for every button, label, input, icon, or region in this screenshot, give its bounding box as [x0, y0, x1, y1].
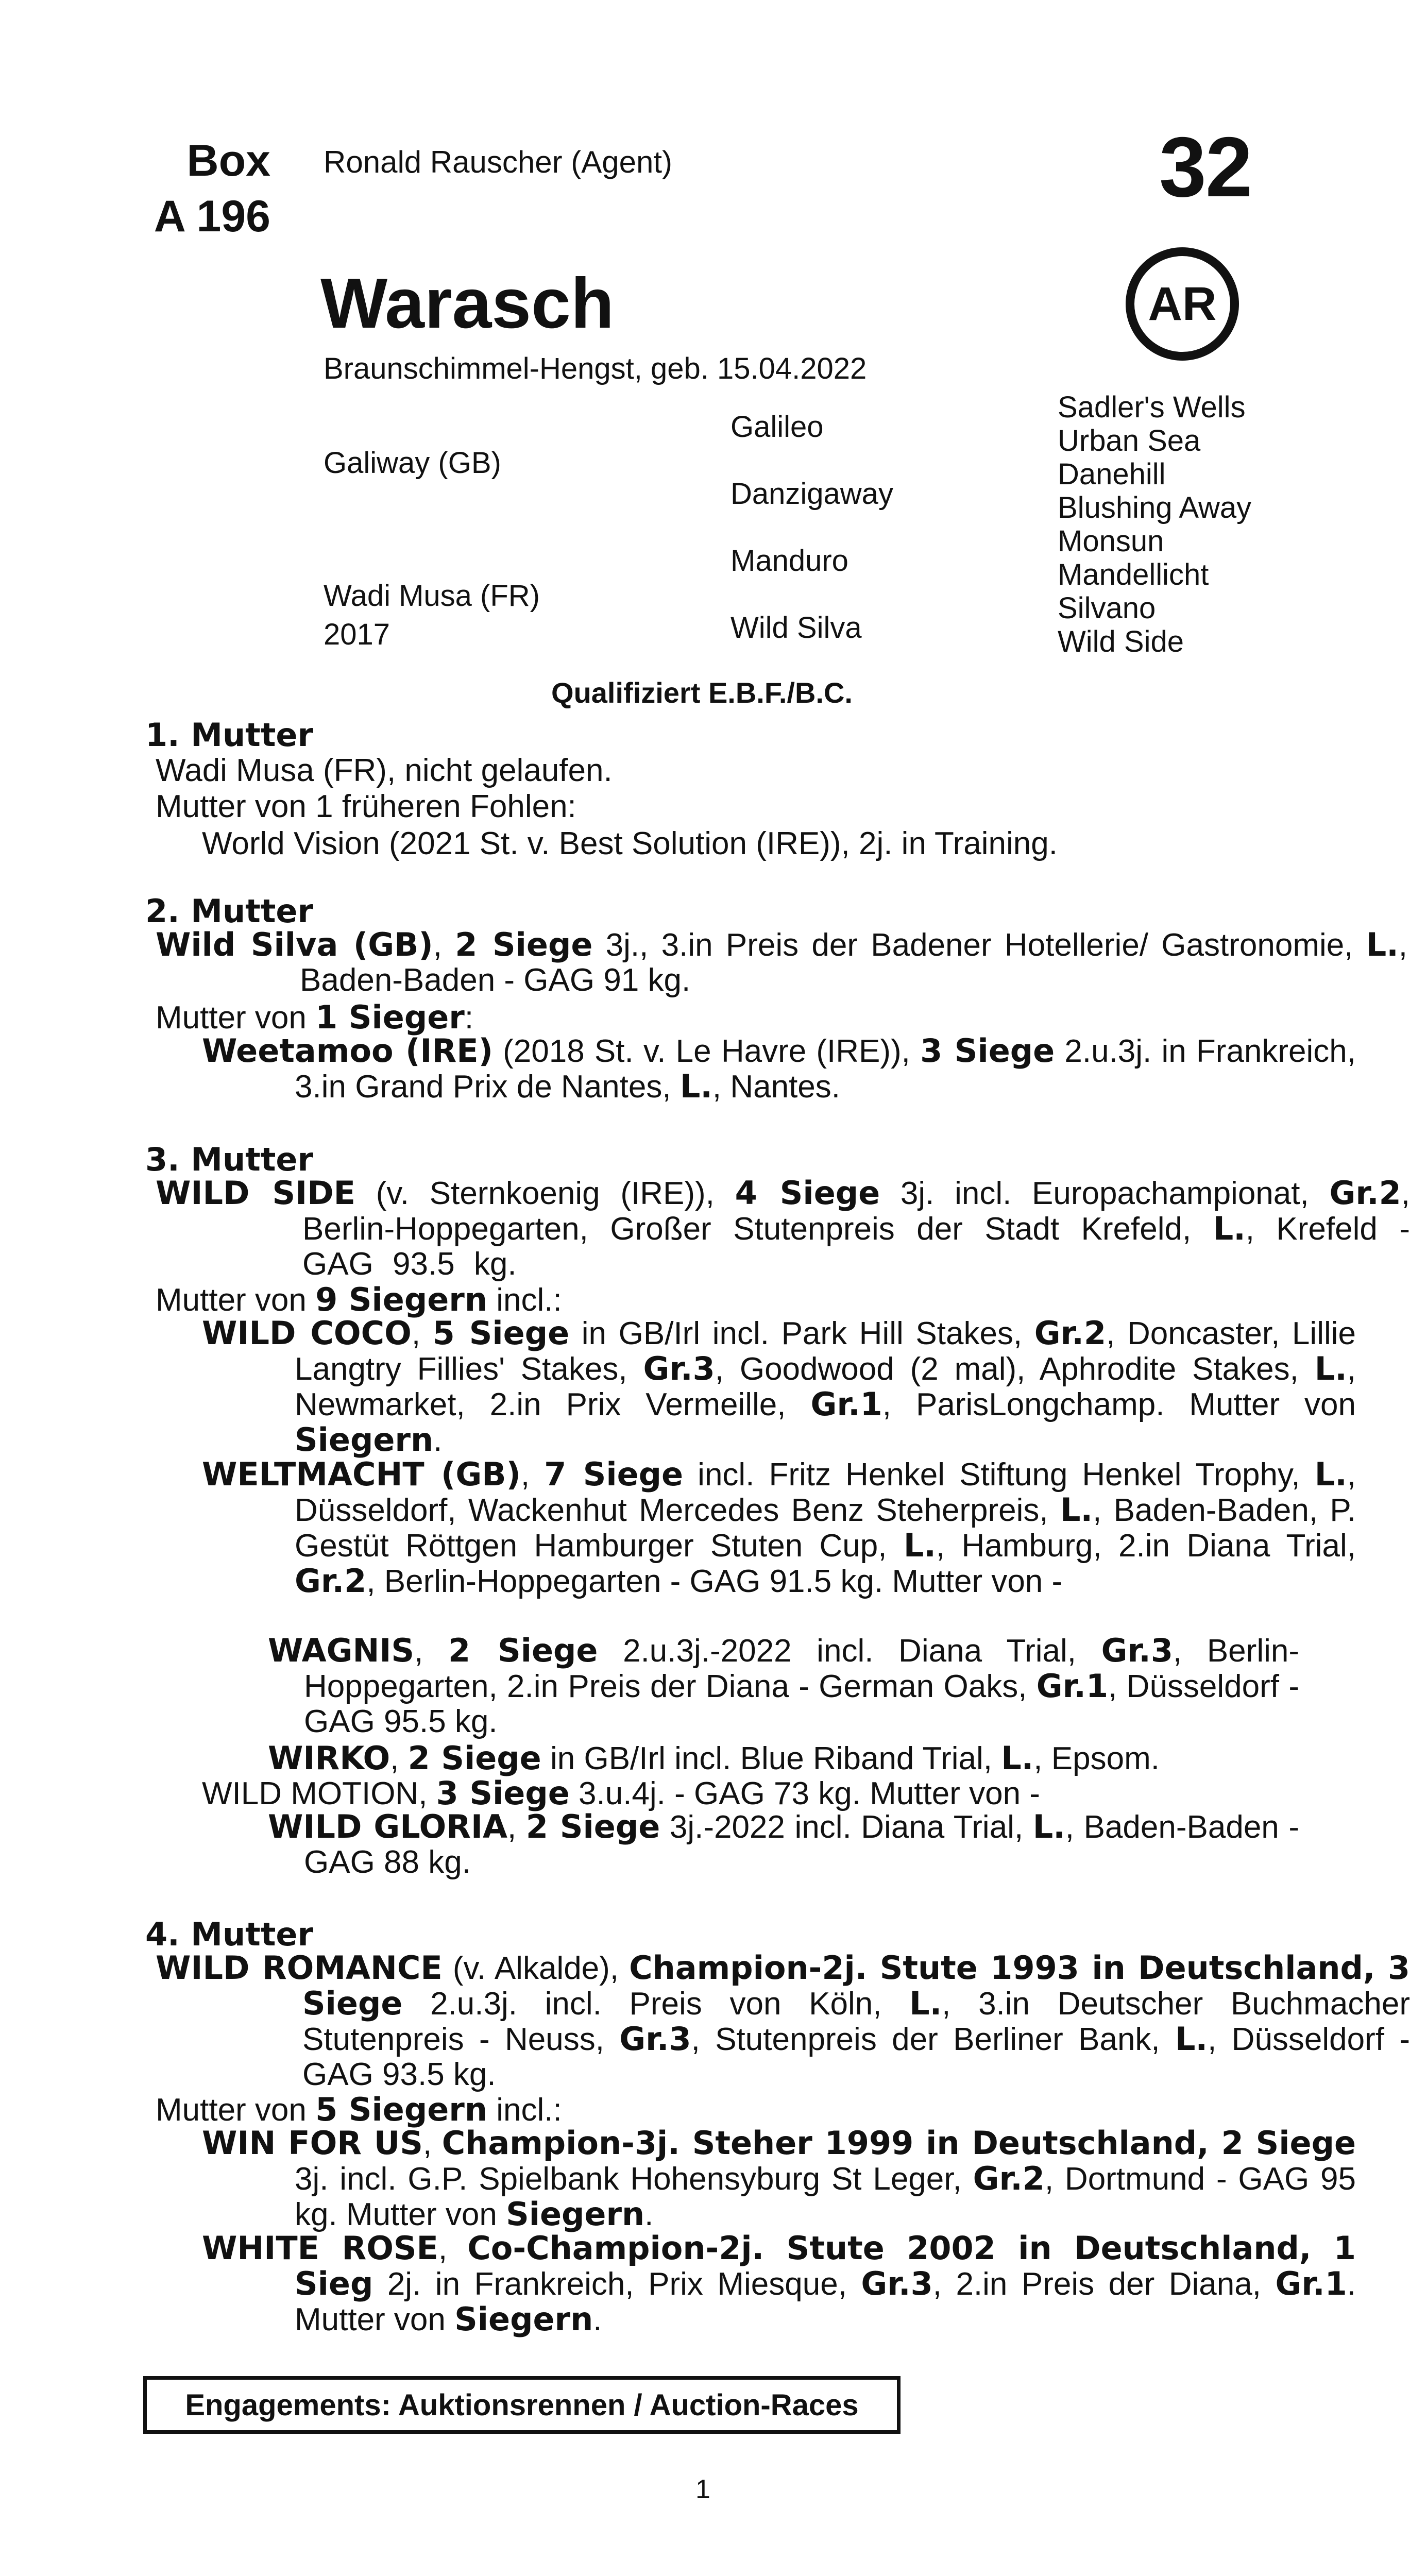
mutter1-line2: Mutter von 1 früheren Fohlen: — [156, 789, 576, 824]
foal-wild-gloria: WILD GLORIA, 2 Siege 3j.-2022 incl. Diana Trial, L., Baden-Baden - GAG 88 kg. — [268, 1808, 1299, 1880]
great-grandparent: Silvano — [1058, 591, 1156, 625]
dam-name: Wild Silva (GB) — [156, 926, 433, 963]
agent-name: Ronald Rauscher (Agent) — [324, 145, 673, 179]
dam-year: 2017 — [324, 618, 390, 651]
great-grandparent: Mandellicht — [1058, 558, 1209, 591]
great-grandparent: Monsun — [1058, 524, 1164, 558]
horse-name: Warasch — [320, 264, 615, 343]
box-label: Box — [186, 136, 270, 185]
foal-wild-motion: WILD MOTION, 3 Siege 3.u.4j. - GAG 73 kg. Mutter von - — [202, 1774, 1040, 1812]
grandparent: Danzigaway — [731, 477, 893, 511]
engagements-label: Engagements: Auktionsrennen / Auction-Races — [185, 2388, 859, 2422]
great-grandparent: Wild Side — [1058, 625, 1184, 658]
grandparent: Wild Silva — [731, 611, 862, 645]
engagements-box — [143, 2376, 901, 2434]
great-grandparent: Danehill — [1058, 457, 1166, 491]
mutter3-mother-of: Mutter von 9 Siegern incl.: — [156, 1281, 562, 1318]
mutter3-dam: WILD SIDE (v. Sternkoenig (IRE)), 4 Siege 3j. incl. Europachampionat, Gr.2, Berlin-Hoppegarten, Großer Stutenpreis der Stadt Krefeld, L., Krefeld - GAG 93.5 kg. — [156, 1174, 1410, 1282]
ar-badge-icon: AR — [1126, 247, 1239, 361]
great-grandparent: Urban Sea — [1058, 424, 1201, 457]
mutter1-line3: World Vision (2021 St. v. Best Solution (IRE)), 2j. in Training. — [202, 826, 1058, 861]
grandparent: Galileo — [731, 410, 824, 444]
dam: Wadi Musa (FR) — [324, 579, 540, 613]
great-grandparent: Blushing Away — [1058, 491, 1252, 524]
mutter1-line1: Wadi Musa (FR), nicht gelaufen. — [156, 753, 613, 788]
mutter1-heading: 1. Mutter — [145, 716, 314, 754]
foal-wild-coco: WILD COCO, 5 Siege in GB/Irl incl. Park Hill Stakes, Gr.2, Doncaster, Lillie Langtry Fillies' Stakes, Gr.3, Goodwood (2 mal), Aphrodite Stakes, L., Newmarket, 2.in Prix Vermeille, Gr.1, ParisLongchamp. Mutter von Siegern. — [202, 1314, 1356, 1459]
page-number: 1 — [695, 2475, 710, 2504]
box-number: A 196 — [154, 192, 270, 241]
lot-number: 32 — [1159, 120, 1252, 214]
sire: Galiway (GB) — [324, 446, 501, 480]
foal-white-rose: WHITE ROSE, Co-Champion-2j. Stute 2002 in Deutschland, 1 Sieg 2j. in Frankreich, Prix Miesque, Gr.3, 2.in Preis der Diana, Gr.1. Mutter von Siegern. — [202, 2229, 1356, 2338]
foal-weltmacht: WELTMACHT (GB), 7 Siege incl. Fritz Henkel Stiftung Henkel Trophy, L., Düsseldorf, Wackenhut Mercedes Benz Steherpreis, L., Baden-Baden, P. Gestüt Röttgen Hamburger Stuten Cup, L., Hamburg, 2.in Diana Trial, Gr.2, Berlin-Hoppegarten - GAG 91.5 kg. Mutter von - — [202, 1455, 1356, 1600]
great-grandparent: Sadler's Wells — [1058, 391, 1246, 424]
mutter2-foal: Weetamoo (IRE) (2018 St. v. Le Havre (IRE)), 3 Siege 2.u.3j. in Frankreich, 3.in Grand Prix de Nantes, L., Nantes. — [202, 1032, 1356, 1105]
foal-win-for-us: WIN FOR US, Champion-3j. Steher 1999 in Deutschland, 2 Siege 3j. incl. G.P. Spielbank Hohensyburg St Leger, Gr.2, Dortmund - GAG 95 kg. Mutter von Siegern. — [202, 2124, 1356, 2233]
grandparent: Manduro — [731, 544, 848, 578]
mutter2-dam: Wild Silva (GB), 2 Siege 3j., 3.in Preis der Badener Hotellerie/ Gastronomie, L., Baden-Baden - GAG 91 kg. — [156, 926, 1408, 998]
mutter3-heading: 3. Mutter — [145, 1141, 314, 1178]
foal-wagnis: WAGNIS, 2 Siege 2.u.3j.-2022 incl. Diana Trial, Gr.3, Berlin-Hoppegarten, 2.in Preis der Diana - German Oaks, Gr.1, Düsseldorf - GAG 95.5 kg. — [268, 1632, 1299, 1739]
mutter4-dam: WILD ROMANCE (v. Alkalde), Champion-2j. Stute 1993 in Deutschland, 3 Siege 2.u.3j. incl. Preis von Köln, L., 3.in Deutscher Buchmacher Stutenpreis - Neuss, Gr.3, Stutenpreis der Berliner Bank, L., Düsseldorf - GAG 93.5 kg. — [156, 1949, 1410, 2092]
foal-wirko: WIRKO, 2 Siege in GB/Irl incl. Blue Riband Trial, L., Epsom. — [268, 1739, 1160, 1777]
mutter2-mother-of: Mutter von 1 Sieger: — [156, 998, 474, 1036]
mutter4-heading: 4. Mutter — [145, 1916, 314, 1953]
mutter2-heading: 2. Mutter — [145, 892, 314, 930]
horse-description: Braunschimmel-Hengst, geb. 15.04.2022 — [324, 352, 867, 385]
qualification: Qualifiziert E.B.F./B.C. — [551, 676, 853, 709]
mutter4-mother-of: Mutter von 5 Siegern incl.: — [156, 2091, 562, 2128]
